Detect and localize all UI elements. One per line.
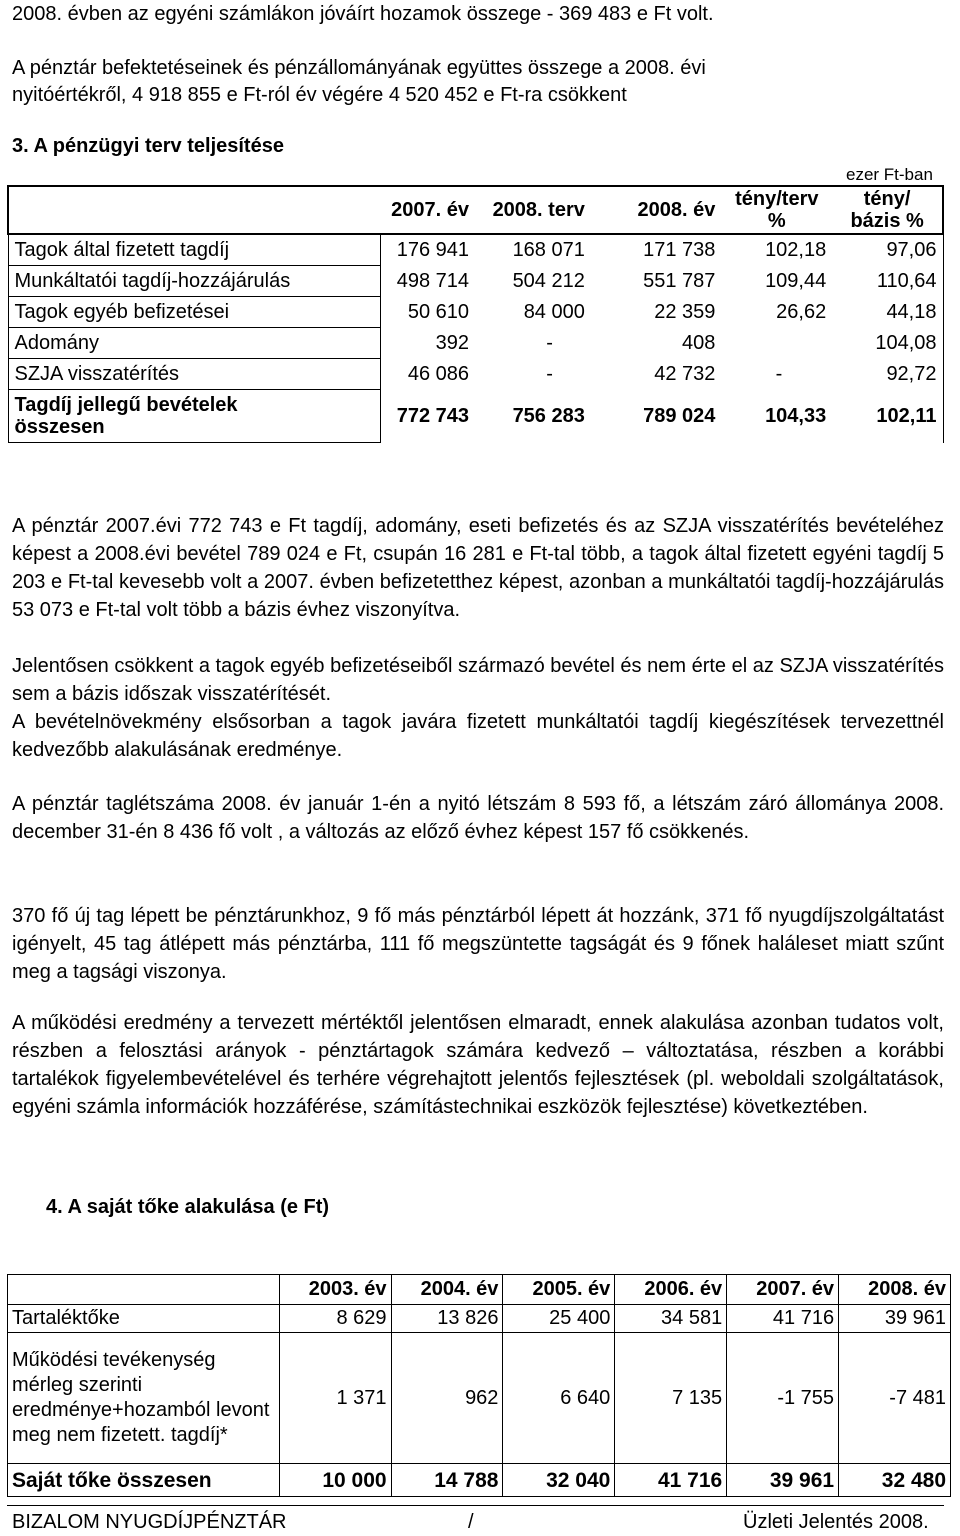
cell: 92,72: [832, 359, 943, 390]
cell: -: [775, 363, 783, 385]
header-fact-base-line1: tény/: [863, 188, 911, 210]
cell: 498 714: [396, 270, 469, 292]
cell: 102,18: [765, 239, 827, 262]
table-row: [8, 266, 943, 297]
header-fact-base-line2: bázis %: [850, 210, 924, 232]
cell: 102,11: [832, 390, 943, 443]
cell: 46 086: [407, 363, 469, 385]
cell: 7 135: [615, 1333, 727, 1464]
header-2008-plan: 2008. terv: [475, 186, 591, 234]
paragraph-decrease: Jelentősen csökkent a tagok egyéb befizetéseiből származó bevétel és nem érte el az SZJA visszatérítés sem a bázis időszak visszatérítését.: [12, 655, 944, 705]
financial-plan-table: [7, 185, 944, 443]
cell: 22 359: [654, 301, 716, 323]
cell: 14 788: [391, 1464, 503, 1497]
table-row: [8, 359, 943, 390]
header-fact-plan-line1: tény/terv: [735, 188, 819, 210]
cell: 32 040: [503, 1464, 615, 1497]
header-fact-base: [832, 186, 943, 234]
header-2007: 2007. év: [380, 186, 475, 234]
table-row: [8, 1305, 951, 1333]
row-label: Működési tevékenység mérleg szerinti eredménye+hozamból levont meg nem fizetett. tagdíj*: [8, 1333, 280, 1464]
footer-left: BIZALOM NYUGDÍJPÉNZTÁR: [12, 1511, 287, 1533]
cell: 6 640: [503, 1333, 615, 1464]
cell: [721, 328, 832, 359]
cell: 34 581: [615, 1305, 727, 1333]
total-label-line1: Tagdíj jellegű bevételek: [14, 394, 238, 416]
row-label: Tagok egyéb befizetései: [8, 297, 380, 328]
cell: 551 787: [643, 270, 716, 292]
equity-table: [7, 1274, 951, 1497]
cell: 97,06: [832, 234, 943, 266]
table-row: [8, 1333, 951, 1464]
cell: 32 480: [839, 1464, 951, 1497]
header-empty-cell: [8, 186, 380, 234]
header-empty-cell: [8, 1275, 280, 1305]
section-4-title: 4. A saját tőke alakulása (e Ft): [46, 1196, 330, 1218]
cell: -: [546, 363, 553, 385]
cell: 962: [391, 1333, 503, 1464]
unit-label: ezer Ft-ban: [846, 165, 933, 184]
intro-line-1: 2008. évben az egyéni számlákon jóváírt hozamok összege - 369 483 e Ft volt.: [12, 3, 714, 25]
table-row: [8, 297, 943, 328]
cell: 8 629: [279, 1305, 391, 1333]
header-fact-plan: [721, 186, 832, 234]
cell: -7 481: [839, 1333, 951, 1464]
intro-line-3: nyitóértékről, 4 918 855 e Ft-ról év végére 4 520 452 e Ft-ra csökkent: [12, 84, 627, 106]
cell: 42 732: [654, 363, 716, 385]
cell: 41 716: [727, 1305, 839, 1333]
table-row: [8, 328, 943, 359]
table-row: [8, 234, 943, 266]
row-label: Tagok által fizetett tagdíj: [8, 234, 380, 266]
cell: 171 738: [643, 239, 716, 262]
paragraph-operating-result: A működési eredmény a tervezett mértéktől jelentősen elmaradt, ennek alakulása azonban tudatos volt, részben a felosztási arányok - pénztártagok számára kedvező – változtatása, részben a korábbi tartalékok figyelembevételével és terhére végrehajtott jelentős fejlesztések (pl. weboldali szolgáltatások, egyéni számla információk hozzáférése, számítástechnikai eszközök fejlesztése) következtében.: [12, 1012, 944, 1118]
paragraph-membership: A pénztár taglétszáma 2008. év január 1-én a nyitó létszám 8 593 fő, a létszám záró állománya 2008. december 31-én 8 436 fő volt , a változás az előző évhez képest 157 fő csökkenés.: [12, 793, 944, 843]
table-total-row: [8, 390, 943, 443]
footer-right: Üzleti Jelentés 2008.: [743, 1511, 929, 1533]
cell: 26,62: [776, 301, 827, 323]
cell: -1 755: [727, 1333, 839, 1464]
header-2008: 2008. év: [591, 186, 722, 234]
cell: 772 743: [396, 405, 469, 427]
total-label: Saját tőke összesen: [8, 1464, 280, 1497]
header-2007: 2007. év: [727, 1275, 839, 1305]
cell: 10 000: [279, 1464, 391, 1497]
cell: 50 610: [407, 301, 469, 323]
total-label-line2: összesen: [14, 416, 105, 438]
cell: 109,44: [765, 270, 827, 292]
cell: 1 371: [279, 1333, 391, 1464]
paragraph-revenue: A pénztár 2007.évi 772 743 e Ft tagdíj, adomány, eseti befizetés és az SZJA visszatérítés bevételéhez képest a 2008.évi bevétel 789 024 e Ft, csupán 16 281 e Ft-tal több, a tagok által fizetett egyéni tagdíj 5 203 e Ft-tal kevesebb volt a 2007. évben befizetetthez képest, azonban a munkáltatói tagdíj-hozzájárulás 53 073 e Ft-tal volt több a bázis évhez viszonyítva.: [12, 515, 944, 621]
row-label: Tartaléktőke: [8, 1305, 280, 1333]
table-header-row: [8, 1275, 951, 1305]
intro-line-2: A pénztár befektetéseinek és pénzállományának együttes összege a 2008. évi: [12, 57, 706, 79]
cell: 168 071: [512, 239, 585, 262]
header-2003: 2003. év: [279, 1275, 391, 1305]
cell: 789 024: [643, 405, 716, 427]
cell: 408: [682, 332, 716, 354]
cell: 110,64: [832, 266, 943, 297]
row-label: Munkáltatói tagdíj-hozzájárulás: [8, 266, 380, 297]
header-2006: 2006. év: [615, 1275, 727, 1305]
row-label: Adomány: [8, 328, 380, 359]
header-fact-plan-line2: %: [767, 210, 786, 232]
cell: 13 826: [391, 1305, 503, 1333]
cell: 504 212: [512, 270, 585, 292]
section-3-title: 3. A pénzügyi terv teljesítése: [12, 135, 284, 157]
paragraph-increase: A bevételnövekmény elsősorban a tagok javára fizetett munkáltatói tagdíj kiegészítések tervezettnél kedvezőbb alakulásának eredménye.: [12, 711, 944, 761]
cell: 44,18: [832, 297, 943, 328]
cell: 104,08: [832, 328, 943, 359]
footer-divider: [7, 1505, 944, 1506]
cell: 39 961: [839, 1305, 951, 1333]
header-2004: 2004. év: [391, 1275, 503, 1305]
paragraph-members-change: 370 fő új tag lépett be pénztárunkhoz, 9 fő más pénztárból lépett át hozzánk, 371 fő nyugdíjszolgáltatást igényelt, 45 tag átlépett más pénztárba, 111 fő megszüntette tagságát és 9 főnek haláleset miatt szűnt meg a tagsági viszonya.: [12, 905, 944, 983]
cell: 25 400: [503, 1305, 615, 1333]
header-2008: 2008. év: [839, 1275, 951, 1305]
cell: 41 716: [615, 1464, 727, 1497]
table-total-row: [8, 1464, 951, 1497]
cell: 104,33: [765, 405, 827, 427]
table-header-row: [8, 186, 943, 234]
cell: 176 941: [396, 239, 469, 262]
row-label: SZJA visszatérítés: [8, 359, 380, 390]
cell: 39 961: [727, 1464, 839, 1497]
footer-middle: /: [468, 1511, 474, 1533]
cell: 392: [435, 332, 469, 354]
cell: 756 283: [512, 405, 585, 427]
cell: -: [546, 332, 553, 354]
cell: 84 000: [523, 301, 585, 323]
total-label: [8, 390, 380, 443]
header-2005: 2005. év: [503, 1275, 615, 1305]
